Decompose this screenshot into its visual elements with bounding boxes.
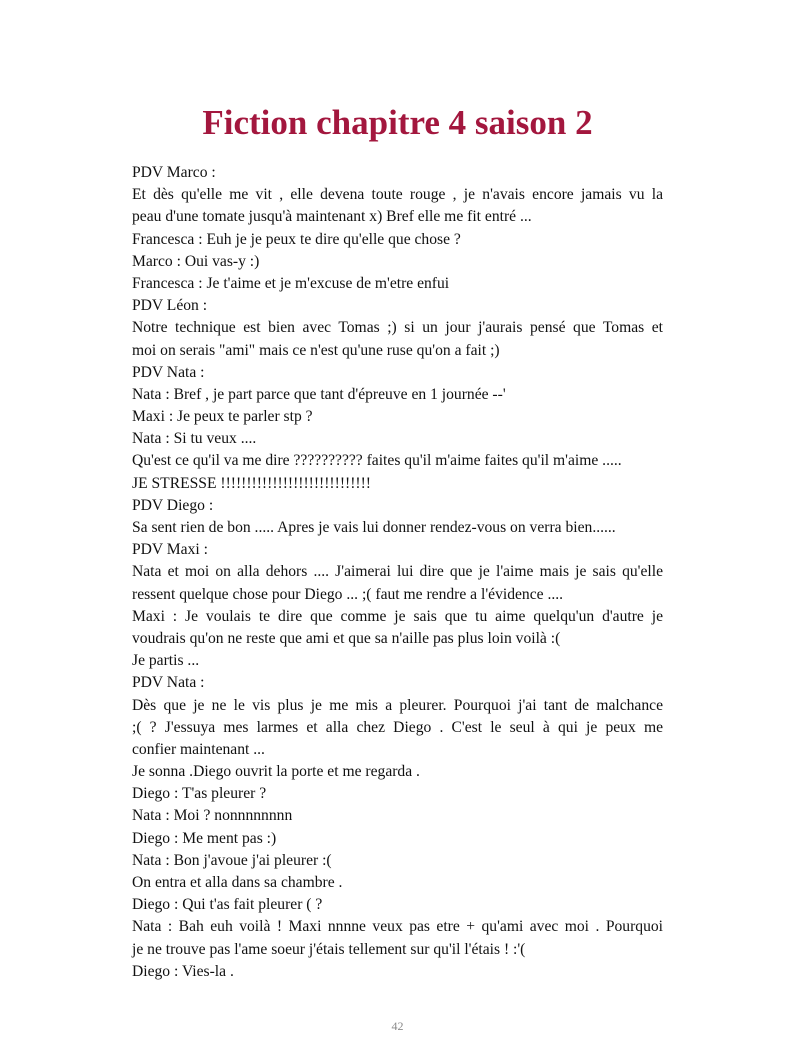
text-line: Diego : T'as pleurer ? xyxy=(132,785,267,803)
page-number: 42 xyxy=(391,1019,404,1033)
text-line: je ne trouve pas l'ame soeur j'étais tellement sur qu'il l'étais ! :'( xyxy=(132,940,526,958)
text-line: confier maintenant ... xyxy=(132,740,265,758)
text-line: Et dès qu'elle me vit , elle devena toute rouge , je n'avais encore jamais vu la xyxy=(132,186,663,204)
text-line: ressent quelque chose pour Diego ... ;( faut me rendre a l'évidence .... xyxy=(132,585,564,603)
text-line: Nata : Bon j'avoue j'ai pleurer :( xyxy=(132,851,332,869)
text-line: Notre technique est bien avec Tomas ;) si un jour j'aurais pensé que Tomas et xyxy=(132,319,663,337)
story-text xyxy=(132,162,663,983)
text-line: Diego : Me ment pas :) xyxy=(132,829,277,847)
text-line: On entra et alla dans sa chambre . xyxy=(132,874,343,891)
text-line: Qu'est ce qu'il va me dire ?????????? faites qu'il m'aime faites qu'il m'aime ..... xyxy=(132,452,622,470)
text-line: Diego : Qui t'as fait pleurer ( ? xyxy=(132,896,323,914)
text-line: Francesca : Euh je je peux te dire qu'elle que chose ? xyxy=(132,230,461,248)
text-line: voudrais qu'on ne reste que ami et que sa n'aille pas plus loin voilà :( xyxy=(132,629,561,647)
text-line: Nata : Moi ? nonnnnnnnn xyxy=(132,807,293,825)
text-line: moi on serais "ami" mais ce n'est qu'une ruse qu'on a fait ;) xyxy=(132,341,500,359)
text-line: PDV Diego : xyxy=(132,496,214,514)
text-line: Nata : Si tu veux .... xyxy=(132,430,257,448)
text-line: peau d'une tomate jusqu'à maintenant x) Bref elle me fit entré ... xyxy=(132,208,532,226)
text-line: Maxi : Je peux te parler stp ? xyxy=(132,408,313,426)
text-line: Nata : Bah euh voilà ! Maxi nnnne veux pas etre + qu'ami avec moi . Pourquoi xyxy=(132,918,663,936)
text-line: Francesca : Je t'aime et je m'excuse de m'etre enfui xyxy=(132,274,450,292)
text-line: Marco : Oui vas-y :) xyxy=(132,252,260,270)
text-line: PDV Marco : xyxy=(132,164,216,181)
text-line: PDV Léon : xyxy=(132,297,208,315)
text-line: Nata : Bref , je part parce que tant d'épreuve en 1 journée --' xyxy=(132,385,506,403)
text-line: Nata et moi on alla dehors .... J'aimerai lui dire que je l'aime mais je sais qu'elle xyxy=(132,563,663,581)
text-line: PDV Maxi : xyxy=(132,541,208,559)
text-line: Sa sent rien de bon ..... Apres je vais lui donner rendez-vous on verra bien...... xyxy=(132,519,616,536)
text-line: Dès que je ne le vis plus je me mis a pleurer. Pourquoi j'ai tant de malchance xyxy=(132,696,663,714)
text-line: PDV Nata : xyxy=(132,674,205,692)
text-line: ;( ? J'essuya mes larmes et alla chez Diego . C'est le seul à qui je peux me xyxy=(132,718,663,736)
text-line: Diego : Vies-la . xyxy=(132,962,234,980)
text-line: JE STRESSE !!!!!!!!!!!!!!!!!!!!!!!!!!!!! xyxy=(132,474,371,492)
text-line: Je partis ... xyxy=(132,652,200,670)
text-line: Maxi : Je voulais te dire que comme je sais que tu aime quelqu'un d'autre je xyxy=(132,607,663,625)
page-title: Fiction chapitre 4 saison 2 xyxy=(202,103,593,142)
text-line: PDV Nata : xyxy=(132,363,205,381)
text-line: Je sonna .Diego ouvrit la porte et me regarda . xyxy=(132,763,420,781)
